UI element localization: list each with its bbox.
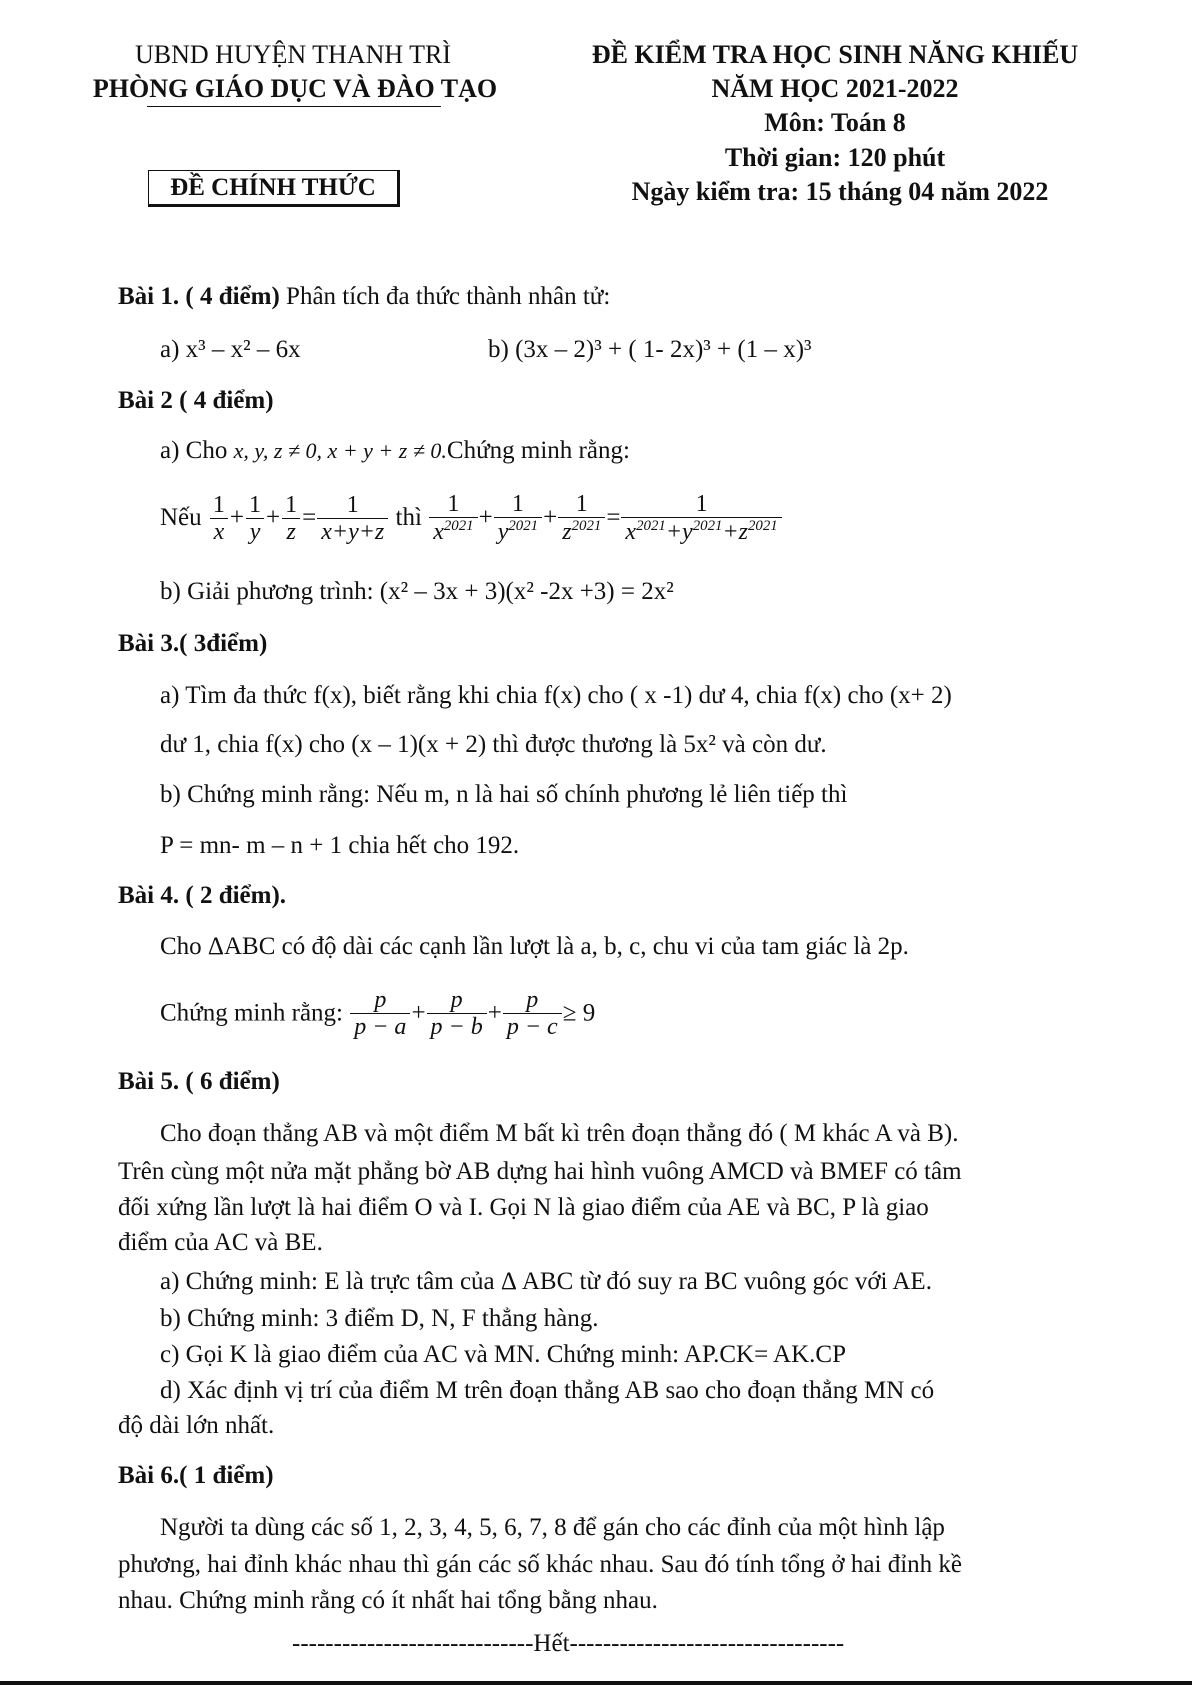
bai6-line1: Người ta dùng các số 1, 2, 3, 4, 5, 6, 7, 8 để gán cho các đỉnh của một hình lập xyxy=(160,1514,945,1541)
bai1-line xyxy=(118,283,610,311)
frac-1-sum2021: $\frac{1}{x^{2021}+y^{2021}+z^{2021}}$ xyxy=(621,492,781,547)
frac-1-z: $\frac{1}{z}$ xyxy=(281,493,301,547)
bai2-heading: Bài 2 ( 4 điểm) xyxy=(118,387,274,414)
org-line-2: PHÒNG GIÁO DỤC VÀ ĐÀO TẠO xyxy=(92,74,498,103)
bai6-line3: nhau. Chứng minh rằng có ít nhất hai tổng bằng nhau. xyxy=(118,1587,658,1614)
bai3-b-line1: b) Chứng minh rằng: Nếu m, n là hai số chính phương lẻ liên tiếp thì xyxy=(160,781,848,808)
org-line-1: UBND HUYỆN THANH TRÌ xyxy=(134,40,452,69)
bai1-a: a) x³ – x² – 6x xyxy=(160,336,301,363)
bai5-d-line2: độ dài lớn nhất. xyxy=(118,1412,275,1439)
bai5-para-line3: đối xứng lần lượt là hai điểm O và I. Gọi N là giao điểm của AE và BC, P là giao xyxy=(118,1194,929,1221)
bai6-heading: Bài 6.( 1 điểm) xyxy=(118,1462,274,1489)
bai2-a-condition: x, y, z ≠ 0, x + y + z ≠ 0. xyxy=(233,438,447,463)
bai1-task: Phân tích đa thức thành nhân tử: xyxy=(279,283,611,310)
bai5-d-line1: d) Xác định vị trí của điểm M trên đoạn thẳng AB sao cho đoạn thẳng MN có xyxy=(160,1377,935,1404)
end-marker: -----------------------------Hết--------------------------------- xyxy=(292,1630,845,1657)
bai2-a-prefix: a) Cho xyxy=(160,437,234,464)
bai2-a-suffix: Chứng minh rằng: xyxy=(446,437,630,464)
bai3-heading: Bài 3.( 3điểm) xyxy=(118,630,268,657)
bai4-prove: Chứng minh rằng: xyxy=(160,999,343,1027)
frac-1-y2021: $\frac{1}{y^{2021}}$ xyxy=(494,492,542,547)
frac-p-pb: $\frac{p}{p - b}$ xyxy=(427,988,487,1042)
bai1-heading: Bài 1. ( 4 điểm) xyxy=(118,283,280,310)
frac-1-y: $\frac{1}{y}$ xyxy=(245,493,265,547)
bai4-rhs: ≥ 9 xyxy=(562,999,596,1027)
thi-word: thì xyxy=(395,504,422,532)
bai5-a: a) Chứng minh: E là trực tâm của Δ ABC từ đó suy ra BC vuông góc với AE. xyxy=(160,1268,932,1295)
bai5-b: b) Chứng minh: 3 điểm D, N, F thẳng hàng. xyxy=(160,1305,599,1332)
bai1-b: b) (3x – 2)³ + ( 1- 2x)³ + (1 – x)³ xyxy=(488,336,812,363)
bai2-equation: Nếu $\frac{1}{x}$ + $\frac{1}{y}$ + $\frac{1}{z}$ = $\frac{1}{x+y+z}$ thì $\frac{1}{x^{2021}}$ + $\frac{1}{y^{2021}}$ + $\frac{1}{z^{2021}}$ = $\frac{1}{x^{2021}+y^{2021}+z^{2021}}$ xyxy=(160,492,783,547)
bai5-para-line2: Trên cùng một nửa mặt phẳng bờ AB dựng hai hình vuông AMCD và BMEF có tâm xyxy=(118,1158,962,1185)
frac-1-z2021: $\frac{1}{z^{2021}}$ xyxy=(558,492,605,547)
exam-title: ĐỀ KIỂM TRA HỌC SINH NĂNG KHIẾU xyxy=(591,40,1079,69)
frac-1-x2021: $\frac{1}{x^{2021}}$ xyxy=(429,492,477,547)
bai3-a-line2: dư 1, chia f(x) cho (x – 1)(x + 2) thì được thương là 5x² và còn dư. xyxy=(160,731,827,758)
official-badge: ĐỀ CHÍNH THỨC xyxy=(148,170,400,207)
bai3-a-line1: a) Tìm đa thức f(x), biết rằng khi chia f(x) cho ( x -1) dư 4, chia f(x) cho (x+ 2) xyxy=(160,682,952,709)
school-year: NĂM HỌC 2021-2022 xyxy=(711,74,959,103)
bai4-heading: Bài 4. ( 2 điểm). xyxy=(118,882,287,909)
duration: Thời gian: 120 phút xyxy=(724,143,946,172)
frac-p-pc: $\frac{p}{p - c}$ xyxy=(503,988,562,1042)
page-bottom-edge xyxy=(0,1681,1192,1685)
bai6-line2: phương, hai đỉnh khác nhau thì gán các số khác nhau. Sau đó tính tổng ở hai đỉnh kề xyxy=(118,1551,962,1578)
header-rule xyxy=(147,106,441,107)
bai3-b-line2: P = mn- m – n + 1 chia hết cho 192. xyxy=(160,832,520,859)
frac-p-pa: $\frac{p}{p - a}$ xyxy=(350,988,410,1042)
frac-1-sum: $\frac{1}{x+y+z}$ xyxy=(317,493,388,547)
bai4-line1: Cho ΔABC có độ dài các cạnh lần lượt là a, b, c, chu vi của tam giác là 2p. xyxy=(160,933,909,960)
bai5-para-line1: Cho đoạn thẳng AB và một điểm M bất kì trên đoạn thẳng đó ( M khác A và B). xyxy=(160,1120,959,1147)
bai5-para-line4: điểm của AC và BE. xyxy=(118,1229,323,1256)
neu-word: Nếu xyxy=(160,504,202,532)
frac-1-x: $\frac{1}{x}$ xyxy=(209,493,229,547)
bai2-a xyxy=(160,437,630,465)
subject: Môn: Toán 8 xyxy=(764,108,906,137)
exam-date: Ngày kiểm tra: 15 tháng 04 năm 2022 xyxy=(631,177,1049,206)
bai2-b: b) Giải phương trình: (x² – 3x + 3)(x² -2x +3) = 2x² xyxy=(160,578,674,605)
bai4-inequality: Chứng minh rằng: $\frac{p}{p - a}$ + $\frac{p}{p - b}$ + $\frac{p}{p - c}$ ≥ 9 xyxy=(160,987,596,1041)
bai5-c: c) Gọi K là giao điểm của AC và MN. Chứng minh: AP.CK= AK.CP xyxy=(160,1341,846,1368)
bai5-heading: Bài 5. ( 6 điểm) xyxy=(118,1068,280,1095)
